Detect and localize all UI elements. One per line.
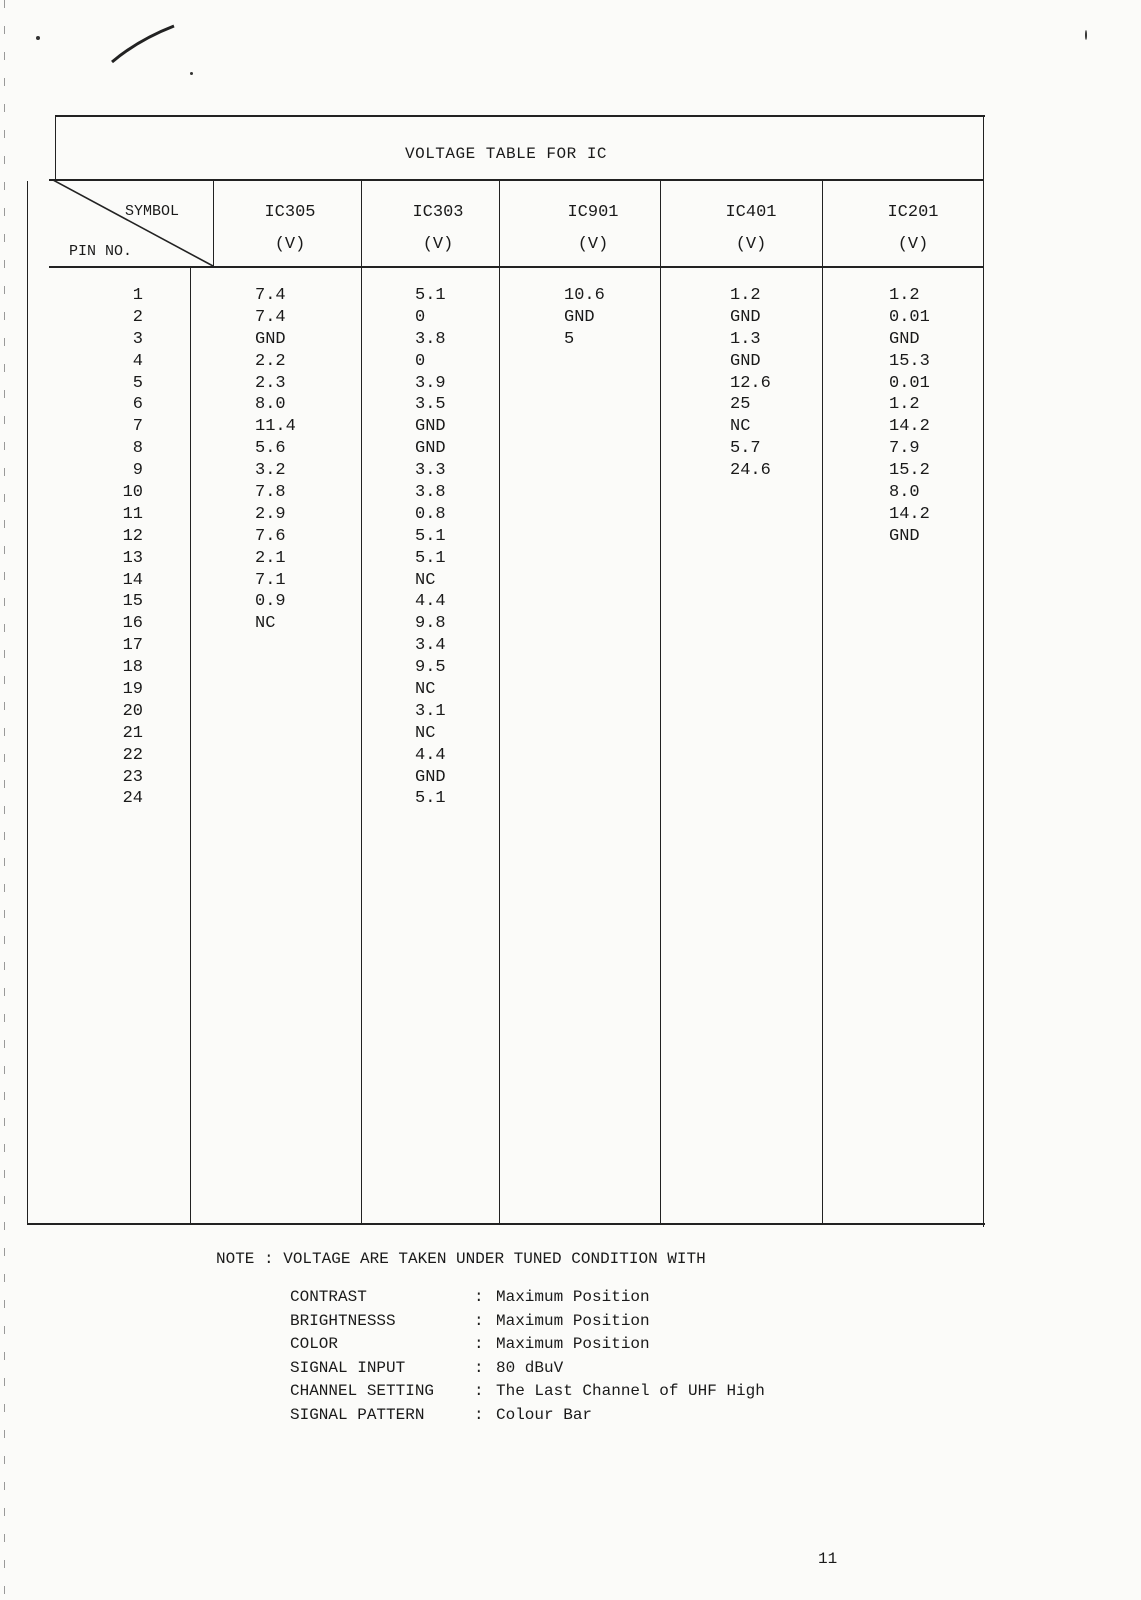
pin-number: 23 [122,767,143,787]
voltage-cell: 2.1 [255,548,286,568]
voltage-cell: 1.3 [730,329,761,349]
voltage-cell: GND [255,329,286,349]
voltage-cell: 0.9 [255,592,286,612]
scan-speck [36,36,40,40]
scan-edge-dashes [4,0,5,1600]
voltage-cell: 3.8 [415,329,446,349]
voltage-cell: 2.2 [255,351,286,371]
voltage-cell: 1.2 [730,286,761,305]
voltage-cell: 3.4 [415,636,446,656]
voltage-cell: 10.6 [564,286,605,305]
pin-number: 7 [132,417,143,437]
scan-speck [1085,30,1087,40]
voltage-cell: 7.6 [255,526,286,546]
voltage-cell: NC [415,570,436,590]
voltage-cell: 24.6 [730,461,771,481]
pin-number: 1 [132,286,143,305]
voltage-cell: 14.2 [889,417,930,437]
condition-name: CONTRAST [290,1288,367,1306]
column-header-ic201: IC201 (V) [887,203,939,254]
ic201-values [889,285,930,548]
pin-number: 6 [132,395,143,415]
condition-value: Maximum Position [496,1335,650,1353]
note-condition-row [290,1310,765,1334]
voltage-cell: 0 [415,351,426,371]
pin-number: 12 [122,526,143,546]
voltage-cell: 5.7 [730,439,761,459]
pin-number: 11 [122,504,143,524]
condition-separator: : [474,1405,484,1424]
pin-number: 4 [132,351,143,371]
ic305-values [255,285,296,635]
voltage-cell: 12.6 [730,373,771,393]
pin-number-column [107,285,143,810]
pin-number: 18 [122,658,143,678]
note-condition-row [290,1333,765,1357]
voltage-table [27,115,987,1227]
pin-number: 9 [132,461,143,481]
condition-separator: : [474,1335,484,1353]
condition-separator: : [474,1288,484,1306]
pin-number: 8 [132,439,143,459]
condition-value: 80 dBuV [496,1358,564,1377]
pin-number: 19 [122,680,143,700]
voltage-cell: 0.01 [889,307,930,327]
column-header-ic901: IC901 (V) [567,203,619,254]
voltage-cell: 1.2 [889,395,920,415]
voltage-cell: NC [415,680,436,700]
ic901-values [564,285,605,351]
voltage-cell: 3.1 [415,701,446,721]
voltage-cell: 14.2 [889,504,930,524]
voltage-cell: 7.4 [255,307,286,327]
note-conditions [290,1286,765,1427]
voltage-cell: 11.4 [255,417,296,437]
page-number: 11 [818,1550,838,1568]
voltage-cell: 2.9 [255,504,286,524]
note-condition-row [290,1286,765,1310]
voltage-cell: GND [730,307,761,327]
pen-stroke-mark [108,22,178,67]
voltage-cell: 3.9 [415,373,446,393]
pin-number: 16 [122,614,143,634]
voltage-cell: NC [255,614,276,634]
condition-separator: : [474,1382,484,1400]
condition-value: Maximum Position [496,1311,650,1330]
condition-name: CHANNEL SETTING [290,1382,435,1400]
voltage-cell: 8.0 [255,395,286,415]
scan-speck [190,72,193,75]
pin-number: 17 [122,636,143,656]
voltage-cell: 1.2 [889,286,920,305]
condition-separator: : [474,1311,484,1330]
note-heading: NOTE : VOLTAGE ARE TAKEN UNDER TUNED CONDITION WITH [216,1250,706,1268]
voltage-cell: 3.3 [415,461,446,481]
column-header-ic401: IC401 (V) [725,203,777,254]
condition-value: The Last Channel of UHF High [496,1382,765,1400]
voltage-cell: GND [415,417,446,437]
condition-separator: : [474,1358,484,1377]
condition-name: SIGNAL PATTERN [290,1405,425,1424]
voltage-cell: 9.8 [415,614,446,634]
condition-name: COLOR [290,1335,339,1353]
voltage-cell: 8.0 [889,483,920,503]
column-header-ic303: IC303 (V) [412,203,464,254]
voltage-cell: 5.1 [415,526,446,546]
voltage-cell: 3.8 [415,483,446,503]
voltage-cell: GND [730,351,761,371]
voltage-cell: 7.4 [255,286,286,305]
pin-number: 20 [122,701,143,721]
pin-number: 3 [132,329,143,349]
voltage-cell: GND [564,307,595,327]
voltage-cell: 0.01 [889,373,930,393]
pin-number: 21 [122,723,143,743]
voltage-cell: 7.1 [255,570,286,590]
voltage-cell: 9.5 [415,658,446,678]
note-condition-row [290,1380,765,1404]
symbol-header: SYMBOL [125,203,180,220]
pin-number: 5 [132,373,143,393]
voltage-cell: 2.3 [255,373,286,393]
pin-number: 22 [122,745,143,765]
ic401-values [730,285,771,482]
voltage-cell: GND [415,439,446,459]
voltage-cell: NC [415,723,436,743]
voltage-cell: 0.8 [415,504,446,524]
condition-value: Colour Bar [496,1405,593,1424]
pin-number: 2 [132,307,143,327]
voltage-cell: 5.1 [415,789,446,809]
voltage-cell: 5.1 [415,286,446,305]
note-condition-row [290,1357,765,1381]
pin-number: 10 [122,483,143,503]
voltage-cell: 25 [730,395,751,415]
pin-number-header: PIN NO. [69,243,133,260]
voltage-cell: 5.1 [415,548,446,568]
voltage-cell: NC [730,417,751,437]
condition-name: SIGNAL INPUT [290,1358,406,1377]
pin-number: 15 [122,592,143,612]
voltage-cell: 3.2 [255,461,286,481]
pin-number: 24 [122,789,143,809]
voltage-cell: GND [889,526,920,546]
voltage-cell: 5.6 [255,439,286,459]
voltage-cell: 4.4 [415,745,446,765]
condition-name: BRIGHTNESSS [290,1311,396,1330]
table-title: VOLTAGE TABLE FOR IC [404,145,608,163]
voltage-cell: 0 [415,307,426,327]
voltage-cell: GND [415,767,446,787]
note-condition-row [290,1404,765,1428]
voltage-cell: 15.3 [889,351,930,371]
voltage-cell: 15.2 [889,461,930,481]
condition-value: Maximum Position [496,1288,650,1306]
voltage-cell: 5 [564,329,575,349]
column-header-ic305: IC305 (V) [264,203,316,254]
voltage-cell: 3.5 [415,395,446,415]
voltage-cell: GND [889,329,920,349]
ic303-values [415,285,446,810]
pin-number: 14 [122,570,143,590]
voltage-cell: 7.9 [889,439,920,459]
voltage-cell: 7.8 [255,483,286,503]
voltage-cell: 4.4 [415,592,446,612]
pin-number: 13 [122,548,143,568]
